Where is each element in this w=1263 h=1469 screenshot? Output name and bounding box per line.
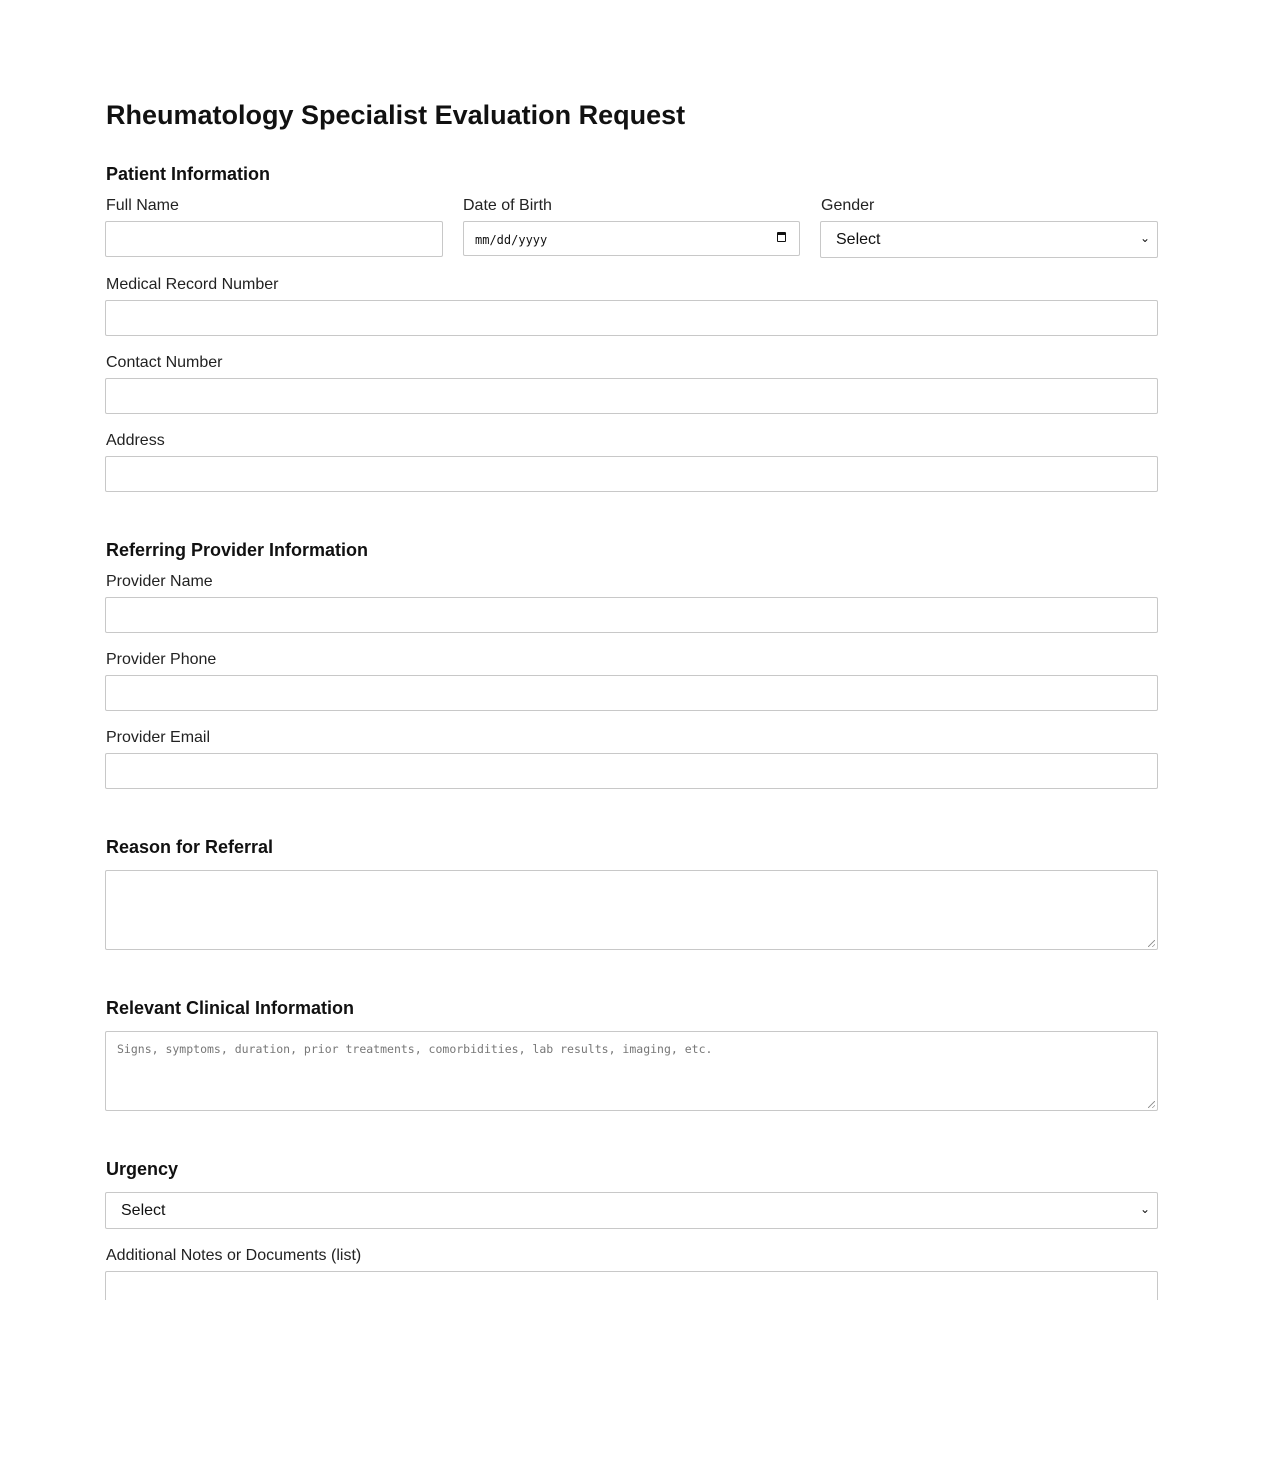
full-name-label: Full Name [106,197,179,214]
urgency-select[interactable] [105,1192,1158,1229]
full-name-input[interactable] [105,221,443,257]
contact-input[interactable] [105,378,1158,414]
notes-label: Additional Notes or Documents (list) [106,1247,362,1264]
clinical-textarea[interactable] [105,1031,1158,1111]
provider-email-label: Provider Email [106,729,211,746]
urgency-value: Select [121,1202,166,1219]
reason-textarea[interactable] [105,870,1158,950]
provider-phone-label: Provider Phone [106,651,217,668]
chevron-down-icon: ⌄ [1139,231,1150,245]
address-input[interactable] [105,456,1158,492]
chevron-down-icon: ⌄ [1139,1202,1150,1216]
calendar-icon[interactable] [777,232,786,242]
gender-value: Select [836,231,881,248]
contact-label: Contact Number [106,354,223,371]
dob-label: Date of Birth [463,197,552,214]
mrn-input[interactable] [105,300,1158,336]
gender-label: Gender [821,197,875,214]
dob-input[interactable] [463,221,800,256]
section-provider-information: Referring Provider Information [106,540,369,560]
provider-email-input[interactable] [105,753,1158,789]
address-label: Address [106,432,165,449]
resize-handle-icon[interactable] [1148,940,1155,947]
provider-name-input[interactable] [105,597,1158,633]
dob-placeholder: mm/dd/yyyy [475,233,548,247]
section-reason-for-referral: Reason for Referral [106,837,274,857]
resize-handle-icon[interactable] [1148,1101,1155,1108]
section-clinical-information: Relevant Clinical Information [106,998,355,1018]
section-patient-information: Patient Information [106,164,271,184]
viewport-clip [0,1300,1263,1469]
provider-name-label: Provider Name [106,573,213,590]
page-title: Rheumatology Specialist Evaluation Request [106,100,686,130]
section-urgency: Urgency [106,1159,179,1179]
gender-select[interactable] [820,221,1158,258]
mrn-label: Medical Record Number [106,276,279,293]
provider-phone-input[interactable] [105,675,1158,711]
clinical-placeholder: Signs, symptoms, duration, prior treatments, comorbidities, lab results, imaging, etc. [117,1042,713,1056]
